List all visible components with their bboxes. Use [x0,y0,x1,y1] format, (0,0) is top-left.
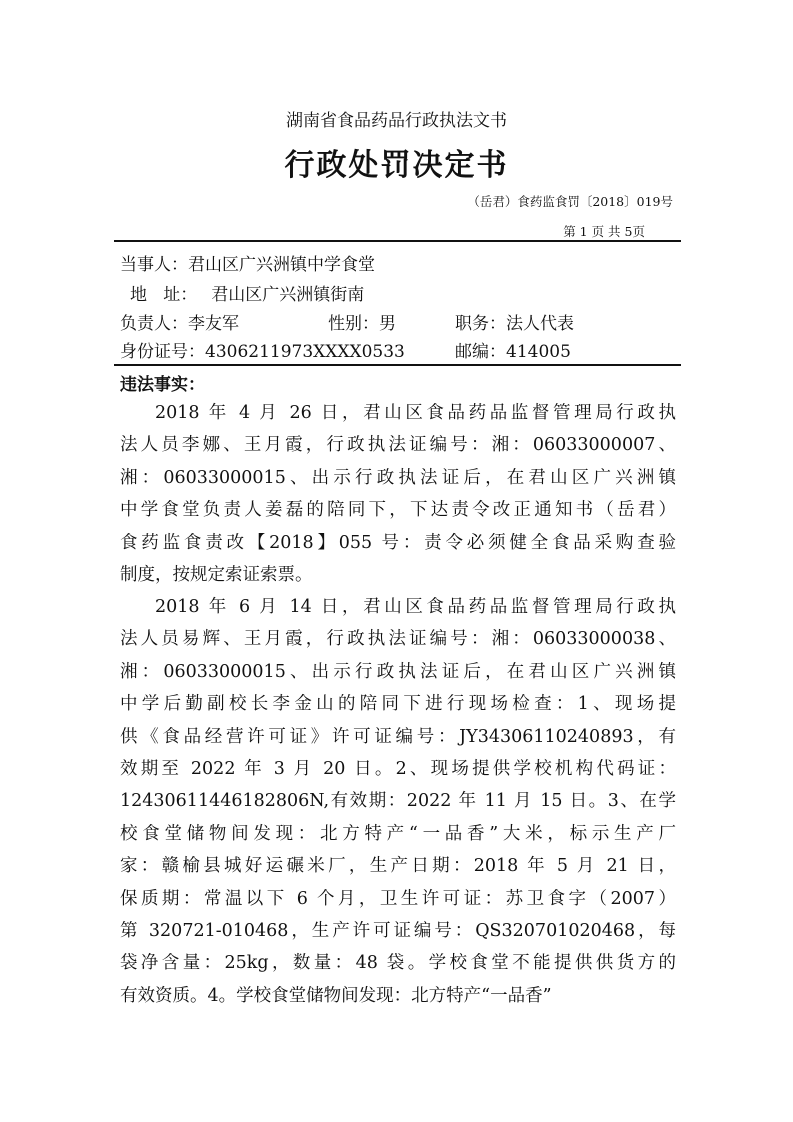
document-number: （岳君）食药监食罚〔2018〕019号 [467,194,673,209]
party-name-label: 当事人： [120,255,188,275]
postcode-value: 414005 [506,342,571,362]
id-number-row [120,337,405,362]
top-divider [114,240,681,242]
party-name-value: 君山区广兴洲镇中学食堂 [188,255,375,275]
paragraph-line: 2018 年 4 月 26 日，君山区食品药品监督管理局行政执 [155,403,676,423]
paragraph-line: 湘：06033000015、出示行政执法证后，在君山区广兴洲镇 [120,661,676,682]
gender-value: 男 [379,314,396,334]
person-value: 李友军 [188,314,239,334]
paragraph-line: 效期至 2022 年 3 月 20 日。2、现场提供学校机构代码证： [120,758,676,779]
party-name-row [120,250,375,275]
id-label: 身份证号： [120,342,205,362]
bottom-divider [114,364,681,366]
address-label: 地 址： [130,285,198,305]
page-indicator: 第 1 页 共 5页 [563,224,645,239]
paragraph-line: 中学食堂负责人姜磊的陪同下，下达责令改正通知书（岳君） [120,500,676,521]
paragraph-line: 食药监食责改【2018】055 号：责令必须健全食品采购查验 [120,532,676,553]
address-row [130,280,364,305]
person-label: 负责人： [120,314,188,334]
position-label: 职务： [455,314,506,334]
paragraph-line: 第 320721-010468，生产许可证编号：QS320701020468，每 [120,920,676,941]
paragraph-line: 2018 年 6 月 14 日，君山区食品药品监督管理局行政执 [155,597,676,617]
paragraph-line: 法人员易辉、王月霞，行政执法证编号：湘：06033000038、 [120,629,676,650]
paragraph-line: 袋净含量：25kg，数量：48 袋。学校食堂不能提供供货方的 [120,953,676,974]
paragraph-line: 家：赣榆县城好运碾米厂，生产日期：2018 年 5 月 21 日， [120,856,676,877]
paragraph-line: 12430611446182806N,有效期：2022 年 11 月 15 日。3、在学 [120,791,676,812]
section-heading-violation-facts: 违法事实： [120,375,205,395]
address-value: 君山区广兴洲镇街南 [211,285,365,305]
paragraph-line: 中学后勤副校长李金山的陪同下进行现场检查：1、现场提 [120,694,676,715]
paragraph-line: 法人员李娜、王月霞，行政执法证编号：湘：06033000007、 [120,435,676,456]
id-value: 4306211973XXXX0533 [205,342,405,362]
position-field [455,309,574,334]
gender-label: 性别： [328,314,379,334]
paragraph-line: 湘：06033000015、出示行政执法证后，在君山区广兴洲镇 [120,467,676,488]
person-in-charge-row [120,309,239,334]
paragraph-line: 校食堂储物间发现：北方特产“一品香”大米，标示生产厂 [120,823,676,844]
gender-field [328,309,396,334]
postcode-field [455,337,571,362]
document-series-title: 湖南省食品药品行政执法文书 [286,111,507,131]
paragraph-line: 有效资质。4。学校食堂储物间发现：北方特产“一品香” [120,985,552,1006]
facts-paragraph-1 [120,397,676,591]
paragraph-line: 保质期：常温以下 6 个月，卫生许可证：苏卫食字（2007） [120,888,676,909]
paragraph-line: 制度，按规定索证索票。 [120,564,313,585]
postcode-label: 邮编： [455,342,506,362]
facts-paragraph-2 [120,591,676,1012]
page-title: 行政处罚决定书 [284,148,509,183]
paragraph-line: 供《食品经营许可证》许可证编号：JY34306110240893，有 [120,726,676,747]
position-value: 法人代表 [506,314,574,334]
